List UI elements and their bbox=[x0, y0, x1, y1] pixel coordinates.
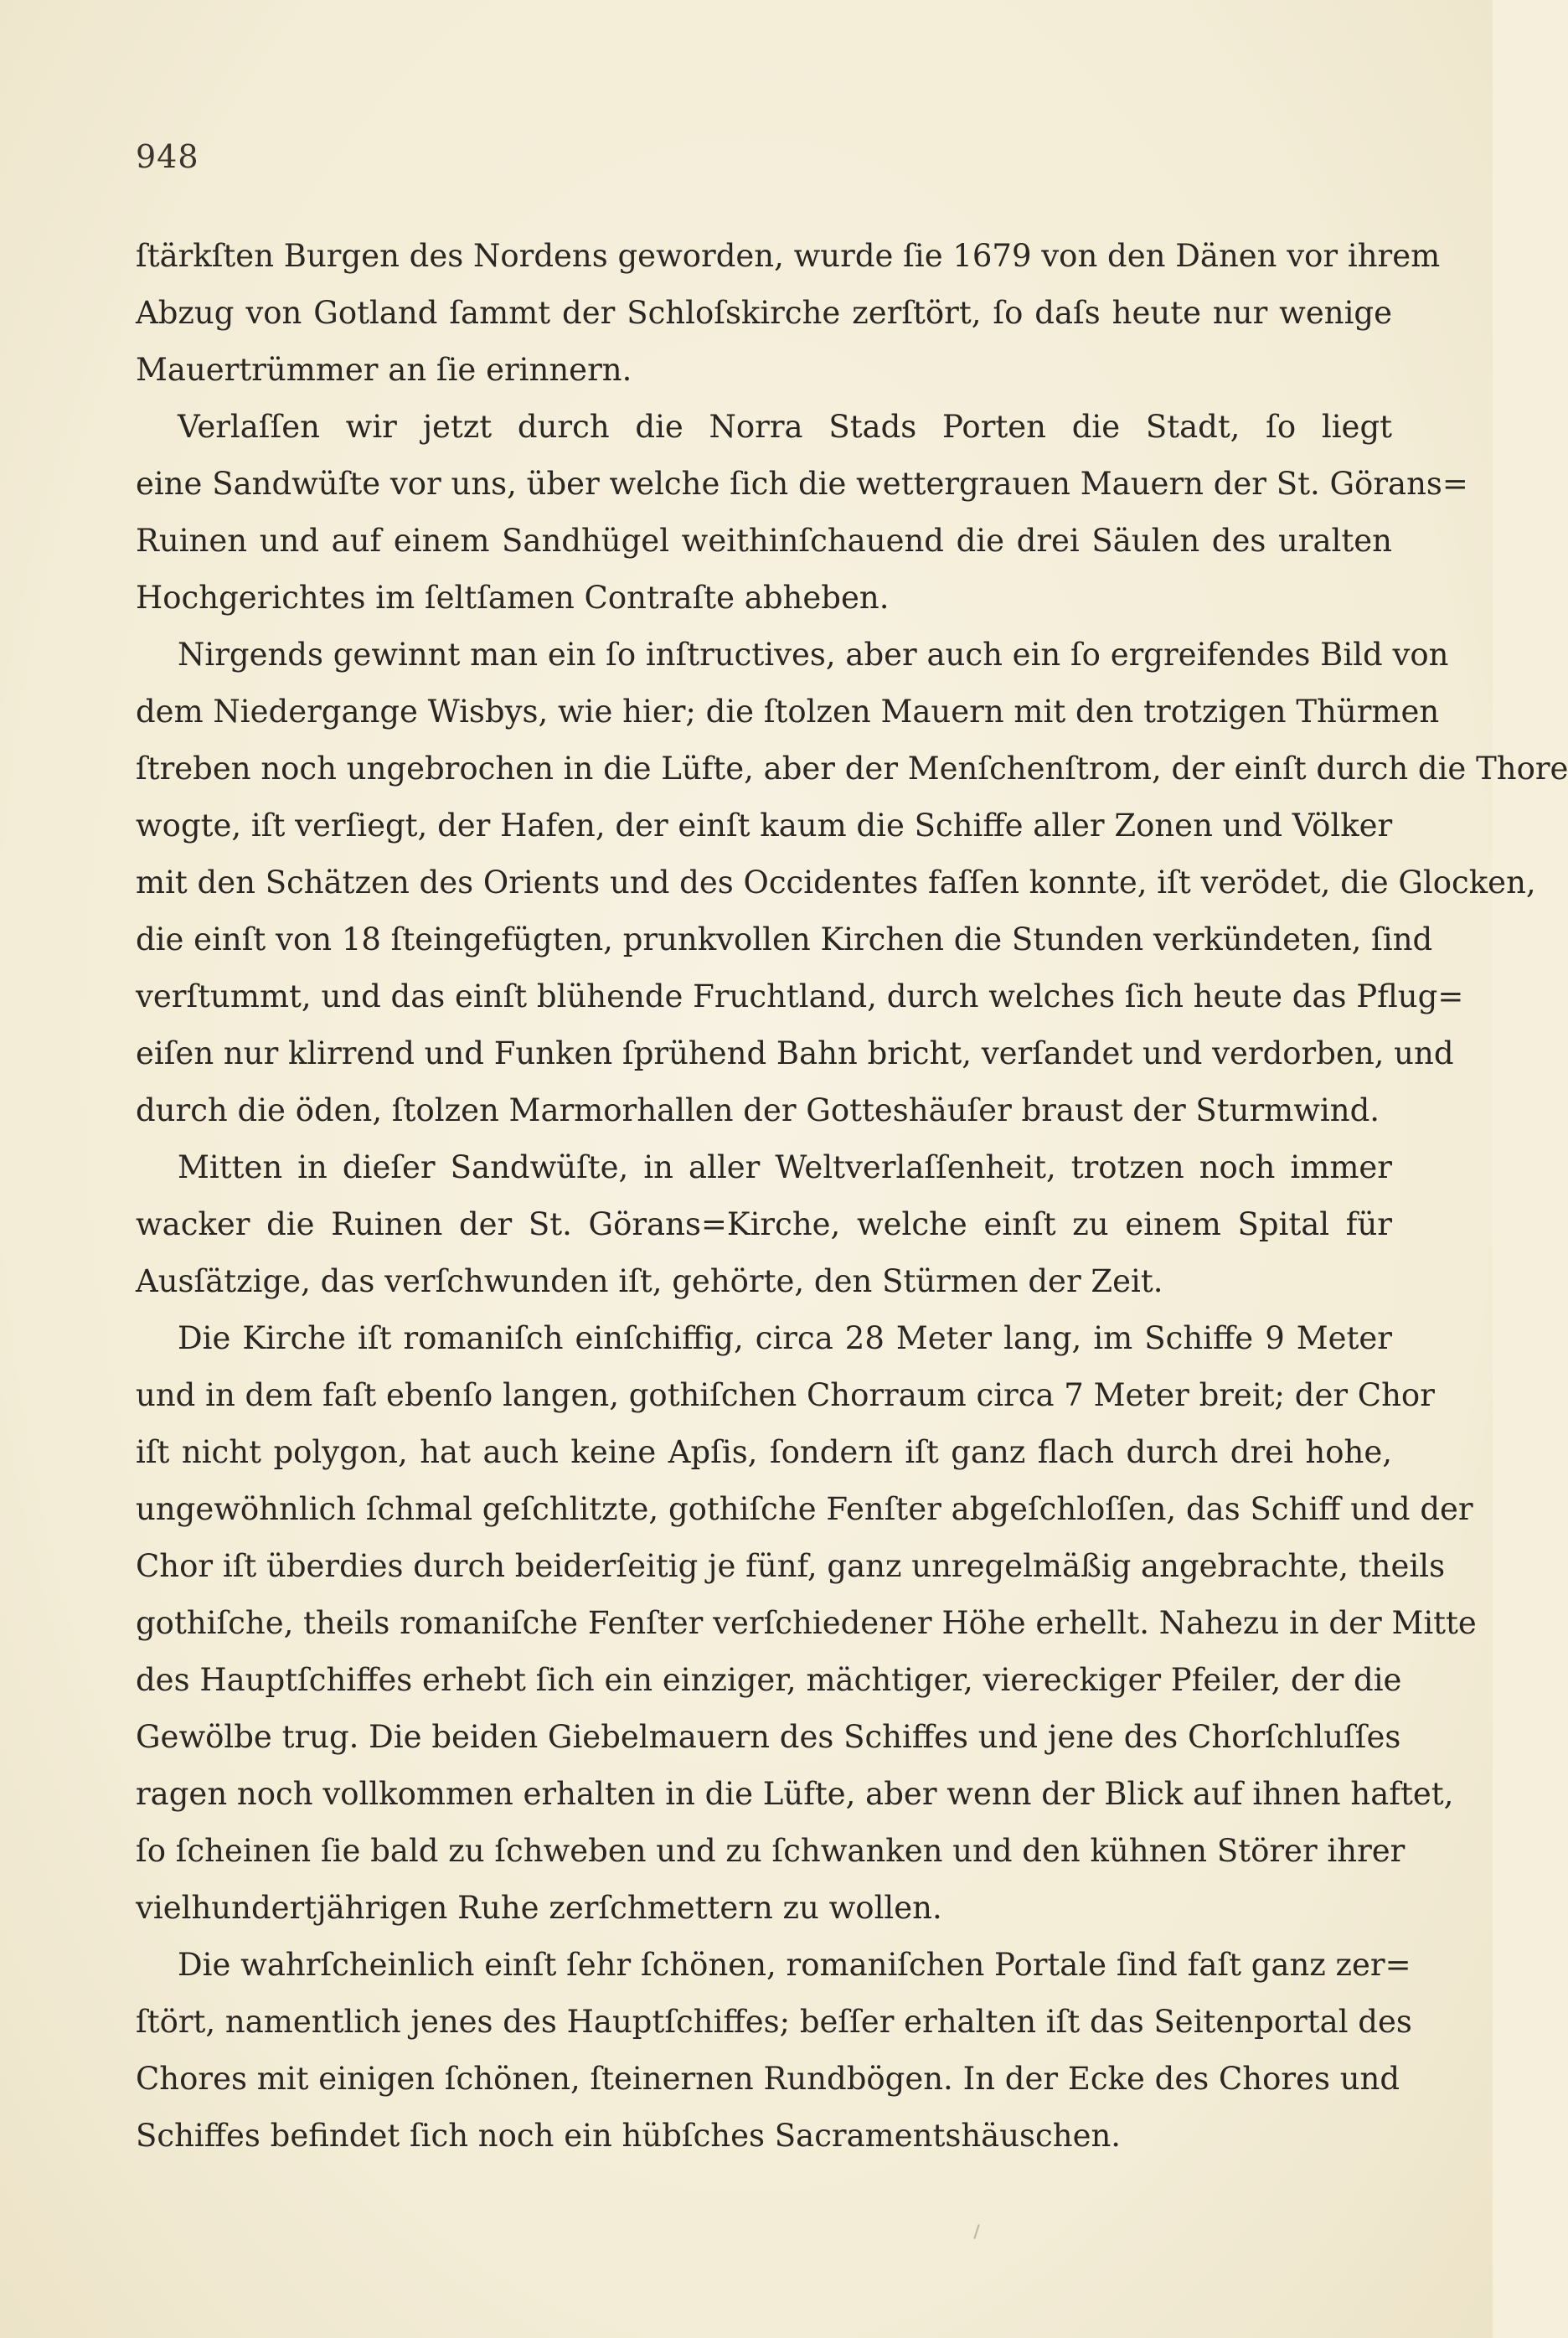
text-line: Nirgends gewinnt man ein ſo inſtructives, aber auch ein ſo ergreifendes Bild von bbox=[178, 637, 1449, 673]
text-line: eine Sandwüſte vor uns, über welche ſich die wettergrauen Mauern der St. Görans= bbox=[136, 466, 1468, 502]
text-line: Ruinen und auf einem Sandhügel weithinſchauend die drei Säulen des uralten bbox=[136, 523, 1392, 559]
paragraph-3 bbox=[136, 627, 1568, 1139]
text-line: wacker die Ruinen der St. Görans=Kirche, welche einſt zu einem Spital für bbox=[136, 1206, 1392, 1242]
text-line: die einſt von 18 ſteingefügten, prunkvollen Kirchen die Stunden verkündeten, ſind bbox=[136, 921, 1433, 957]
text-line: durch die öden, ſtolzen Marmorhallen der Gotteshäuſer braust der Sturmwind. bbox=[136, 1092, 1380, 1128]
text-line: Chor iſt überdies durch beiderſeitig je fünf, ganz unregelmäßig angebrachte, theils bbox=[136, 1548, 1446, 1584]
text-line: Schiffes befindet ſich noch ein hübſches Sacramentshäuschen. bbox=[136, 2118, 1122, 2154]
text-line: Mitten in dieſer Sandwüſte, in aller Weltverlaſſenheit, trotzen noch immer bbox=[178, 1149, 1392, 1185]
text-line: Mauertrümmer an ſie erinnern. bbox=[136, 352, 632, 388]
text-line: des Hauptſchiffes erhebt ſich ein einziger, mächtiger, viereckiger Pfeiler, der die bbox=[136, 1662, 1402, 1698]
text-line: Gewölbe trug. Die beiden Giebelmauern des Schiffes und jene des Chorſchluſſes bbox=[136, 1719, 1401, 1755]
text-line: Die Kirche iſt romaniſch einſchiffig, circa 28 Meter lang, im Schiffe 9 Meter bbox=[178, 1320, 1392, 1356]
text-line: ſtört, namentlich jenes des Hauptſchiffes; beſſer erhalten iſt das Seitenportal des bbox=[136, 2004, 1412, 2040]
text-line: wogte, iſt verſiegt, der Hafen, der einſt kaum die Schiffe aller Zonen und Völker bbox=[136, 808, 1393, 844]
text-line: ſtreben noch ungebrochen in die Lüfte, aber der Menſchenſtrom, der einſt durch die Thore bbox=[136, 751, 1568, 787]
text-line: ſtärkſten Burgen des Nordens geworden, wurde ſie 1679 von den Dänen vor ihrem bbox=[136, 238, 1441, 274]
text-line: ungewöhnlich ſchmal geſchlitzte, gothiſche Fenſter abgeſchloſſen, das Schiff und der bbox=[136, 1491, 1473, 1527]
body-text bbox=[136, 228, 1568, 2165]
text-line: ragen noch vollkommen erhalten in die Lüfte, aber wenn der Blick auf ihnen haftet, bbox=[136, 1776, 1454, 1812]
paragraph-2 bbox=[136, 399, 1468, 627]
text-line: Hochgerichtes im ſeltſamen Contraſte abheben. bbox=[136, 580, 890, 616]
paragraph-4 bbox=[136, 1139, 1392, 1310]
text-line: vielhundertjährigen Ruhe zerſchmettern zu wollen. bbox=[136, 1890, 942, 1926]
paper-blemish bbox=[973, 2224, 979, 2239]
text-line: mit den Schätzen des Orients und des Occidentes faſſen konnte, iſt verödet, die Glocken, bbox=[136, 864, 1536, 901]
text-line: Abzug von Gotland ſammt der Schloſskirche zerſtört, ſo daſs heute nur wenige bbox=[136, 295, 1392, 331]
paragraph-1 bbox=[136, 228, 1441, 399]
text-line: Die wahrſcheinlich einſt ſehr ſchönen, romaniſchen Portale ſind faſt ganz zer= bbox=[178, 1947, 1411, 1983]
text-line: verſtummt, und das einſt blühende Fruchtland, durch welches ſich heute das Pflug= bbox=[136, 978, 1464, 1014]
paragraph-6 bbox=[136, 1937, 1412, 2165]
text-line: Ausſätzige, das verſchwunden iſt, gehörte, den Stürmen der Zeit. bbox=[136, 1263, 1163, 1299]
text-line: eiſen nur klirrend und Funken ſprühend Bahn bricht, verſandet und verdorben, und bbox=[136, 1035, 1454, 1071]
text-line: ſo ſcheinen ſie bald zu ſchweben und zu ſchwanken und den kühnen Störer ihrer bbox=[136, 1833, 1406, 1869]
page-number: 948 bbox=[136, 138, 199, 175]
text-line: dem Niedergange Wisbys, wie hier; die ſtolzen Mauern mit den trotzigen Thürmen bbox=[136, 694, 1440, 730]
text-line: Chores mit einigen ſchönen, ſteinernen Rundbögen. In der Ecke des Chores und bbox=[136, 2061, 1400, 2097]
text-line: Verlaſſen wir jetzt durch die Norra Stads Porten die Stadt, ſo liegt bbox=[178, 409, 1392, 445]
text-line: iſt nicht polygon, hat auch keine Apſis, ſondern iſt ganz flach durch drei hohe, bbox=[136, 1434, 1392, 1470]
paragraph-5 bbox=[136, 1310, 1477, 1937]
text-line: gothiſche, theils romaniſche Fenſter verſchiedener Höhe erhellt. Nahezu in der Mitte bbox=[136, 1605, 1477, 1641]
text-line: und in dem faſt ebenſo langen, gothiſchen Chorraum circa 7 Meter breit; der Chor bbox=[136, 1377, 1435, 1413]
